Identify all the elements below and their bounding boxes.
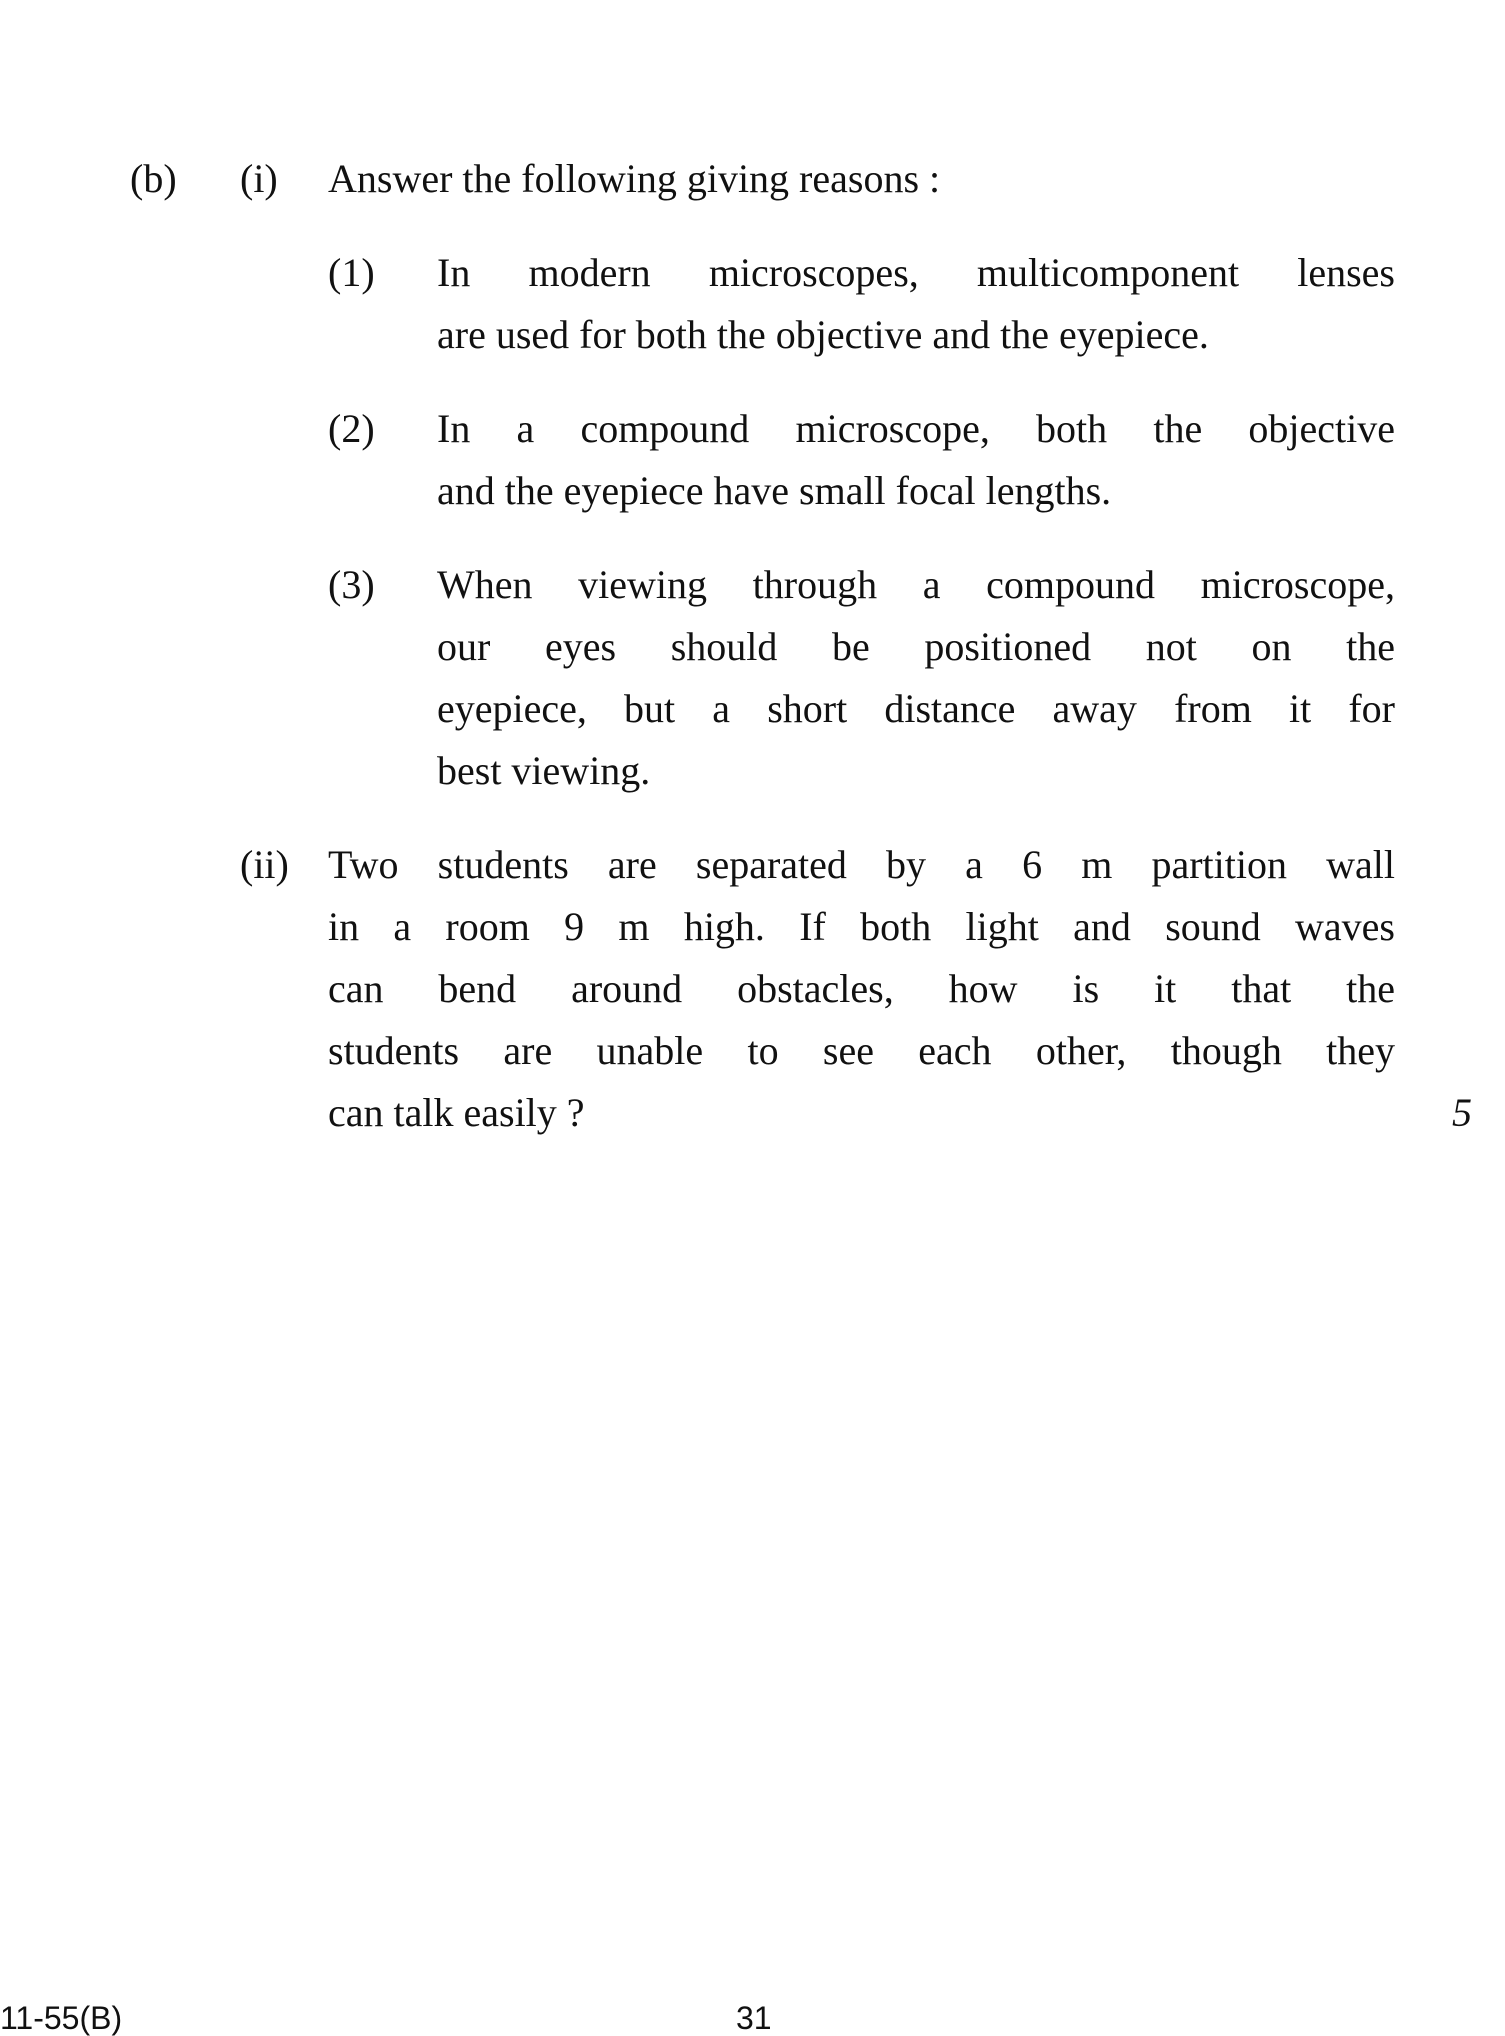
marks-value: 5	[1452, 1090, 1472, 1135]
page-number: 31	[736, 2000, 772, 2036]
item-2-line-2: and the eyepiece have small focal lengths.	[437, 468, 1112, 513]
question-label-b: (b)	[130, 156, 177, 201]
item-1-line-2: are used for both the objective and the eyepiece.	[437, 312, 1209, 357]
part-ii-line-5: can talk easily ?	[328, 1090, 585, 1135]
item-1-line-1: In modern microscopes, multicomponent lenses	[437, 250, 1395, 295]
part-ii-line-1: Two students are separated by a 6 m partition wall	[328, 842, 1395, 887]
part-ii-line-4: students are unable to see each other, though they	[328, 1028, 1395, 1073]
item-3-line-2: our eyes should be positioned not on the	[437, 624, 1395, 669]
item-text-2	[437, 398, 1395, 522]
item-3-line-4: best viewing.	[437, 748, 651, 793]
item-text-3	[437, 554, 1395, 802]
item-2-line-1: In a compound microscope, both the objective	[437, 406, 1395, 451]
part-label-ii: (ii)	[240, 842, 289, 887]
part-ii-line-2: in a room 9 m high. If both light and sound waves	[328, 904, 1395, 949]
item-number-1: (1)	[328, 250, 375, 295]
item-3-line-3: eyepiece, but a short distance away from it for	[437, 686, 1395, 731]
part-i-stem: Answer the following giving reasons :	[328, 156, 941, 201]
item-number-3: (3)	[328, 562, 375, 607]
paper-code: 11-55(B)	[0, 2000, 123, 2036]
item-text-1	[437, 242, 1395, 366]
part-ii-line-3: can bend around obstacles, how is it that the	[328, 966, 1395, 1011]
item-number-2: (2)	[328, 406, 375, 451]
item-3-line-1: When viewing through a compound microscope,	[437, 562, 1395, 607]
part-ii-text	[328, 834, 1395, 1144]
part-label-i: (i)	[240, 156, 278, 201]
